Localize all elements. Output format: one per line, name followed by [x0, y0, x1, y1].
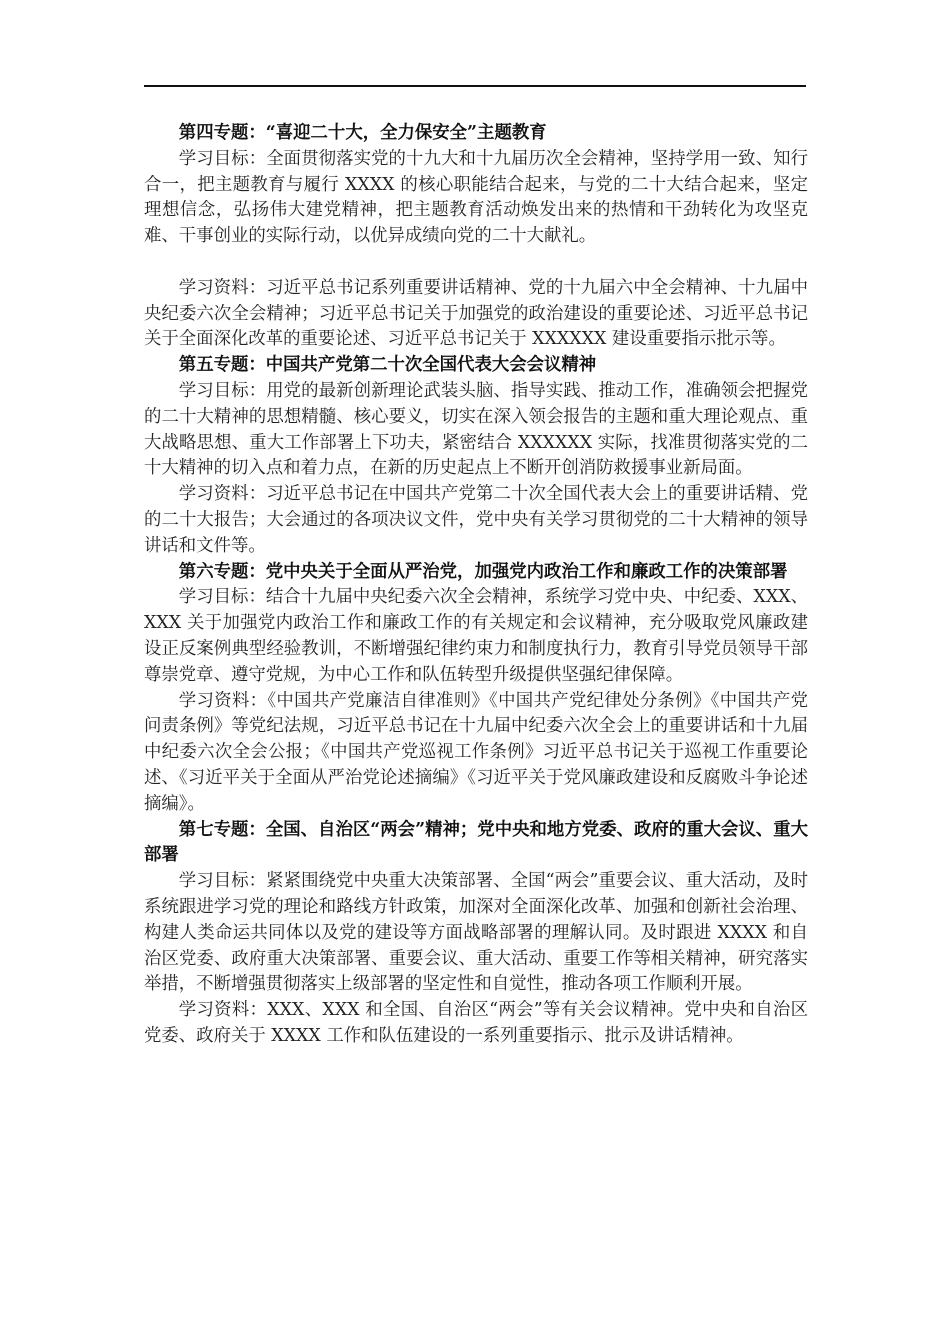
- document-body: [144, 121, 808, 1050]
- section-5-goal: 学习目标：用党的最新创新理论武装头脑、指导实践、推动工作，准确领会把握党的二十大精神的思想精髓、核心要义，切实在深入领会报告的主题和重大理论观点、重大战略思想、重大工作部署上下功夫，紧密结合 XXXXXX 实际，找准贯彻落实党的二十大精神的切入点和着力点，在新的历史起点上不断开创消防救援事业新局面。: [144, 380, 808, 479]
- section-7-materials: 学习资料：XXX、XXX 和全国、自治区“两会”等有关会议精神。党中央和自治区党委、政府关于 XXXX 工作和队伍建设的一系列重要指示、批示及讲话精神。: [144, 1000, 808, 1046]
- section-6-materials: 学习资料：《中国共产党廉洁自律准则》《中国共产党纪律处分条例》《中国共产党问责条例》等党纪法规，习近平总书记在十九届中纪委六次全会上的重要讲话和十九届中纪委六次全会公报；《中国共产党巡视工作条例》习近平总书记关于巡视工作重要论述、《习近平关于全面从严治党论述摘编》《习近平关于党风廉政建设和反腐败斗争论述摘编》。: [144, 690, 808, 814]
- section-4-heading: 第四专题：“喜迎二十大，全力保安全”主题教育: [178, 123, 547, 143]
- section-5-heading: 第五专题：中国共产党第二十次全国代表大会会议精神: [178, 355, 597, 376]
- section-7-goal: 学习目标：紧紧围绕党中央重大决策部署、全国“两会”重要会议、重大活动，及时系统跟进学习党的理论和路线方针政策，加深对全面深化改革、加强和创新社会治理、构建人类命运共同体以及党的建设等方面战略部署的理解认同。及时跟进 XXXX 和自治区党委、政府重大决策部署、重要会议、重大活动、重要工作等相关精神，研究落实举措，不断增强贯彻落实上级部署的坚定性和自觉性，推动各项工作顺利开展。: [144, 871, 808, 995]
- header-rule: [144, 85, 806, 87]
- section-4-goal: 学习目标：全面贯彻落实党的十九大和十九届历次全会精神，坚持学用一致、知行合一，把主题教育与履行 XXXX 的核心职能结合起来，与党的二十大结合起来，坚定理想信念，弘扬伟大建党精神，把主题教育活动焕发出来的热情和干劲转化为攻坚克难、干事创业的实际行动，以优异成绩向党的二十大献礼。: [144, 148, 808, 247]
- section-6-heading: 第六专题：党中央关于全面从严治党，加强党内政治工作和廉政工作的决策部署: [178, 561, 788, 582]
- section-6-goal: 学习目标：结合十九届中央纪委六次全会精神，系统学习党中央、中纪委、XXX、XXX 关于加强党内政治工作和廉政工作的有关规定和会议精神，充分吸取党风廉政建设正反案例典型经验教训，不断增强纪律约束力和制度执行力，教育引导党员领导干部尊崇党章、遵守党规，为中心工作和队伍转型升级提供坚强纪律保障。: [144, 587, 808, 685]
- section-7-heading: 第七专题：全国、自治区“两会”精神；党中央和地方党委、政府的重大会议、重大部署: [144, 819, 808, 866]
- section-5-materials: 学习资料：习近平总书记在中国共产党第二十次全国代表大会上的重要讲话精、党的二十大报告；大会通过的各项决议文件，党中央有关学习贯彻党的二十大精神的领导讲话和文件等。: [144, 484, 808, 556]
- section-4-materials: 学习资料：习近平总书记系列重要讲话精神、党的十九届六中全会精神、十九届中央纪委六次全会精神；习近平总书记关于加强党的政治建设的重要论述、习近平总书记关于全面深化改革的重要论述、习近平总书记关于 XXXXXX 建设重要指示批示等。: [144, 277, 808, 350]
